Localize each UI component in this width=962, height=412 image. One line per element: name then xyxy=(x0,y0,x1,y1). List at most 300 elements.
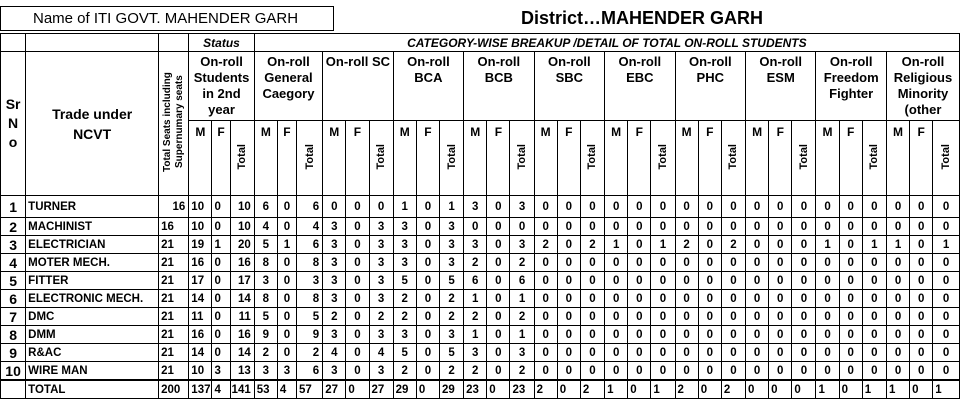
totals-category-cell: 27 xyxy=(323,380,346,399)
status-cell: 0 xyxy=(212,308,230,326)
category-header-8: On-roll Freedom Fighter xyxy=(816,52,886,121)
totals-status-cell: 137 xyxy=(189,380,212,399)
category-cell: 0 xyxy=(933,254,960,272)
sr-cell: 8 xyxy=(1,326,26,344)
category-cell: 1 xyxy=(862,236,886,254)
category-cell: 1 xyxy=(464,290,487,308)
category-cell: 3 xyxy=(323,362,346,381)
category-cell: 0 xyxy=(769,236,792,254)
category-cell: 0 xyxy=(792,218,816,236)
category-cell: 6 xyxy=(297,236,323,254)
category-cell: 0 xyxy=(839,196,862,218)
category-cell: 4 xyxy=(369,344,393,362)
category-cell: 0 xyxy=(933,272,960,290)
seats-cell: 21 xyxy=(159,236,189,254)
totals-row xyxy=(1,380,960,399)
category-cell: 0 xyxy=(746,290,769,308)
totals-category-cell: 27 xyxy=(369,380,393,399)
category-cell: 0 xyxy=(628,218,651,236)
category-cell: 0 xyxy=(792,254,816,272)
category-2-total-header: Total xyxy=(439,120,463,195)
category-cell: 0 xyxy=(605,218,628,236)
category-cell: 0 xyxy=(675,290,698,308)
category-breakup-header: CATEGORY-WISE BREAKUP /DETAIL OF TOTAL ON-ROLL STUDENTS xyxy=(254,34,959,52)
totals-category-cell: 4 xyxy=(277,380,296,399)
category-cell: 0 xyxy=(628,308,651,326)
category-cell: 0 xyxy=(910,196,933,218)
status-cell: 10 xyxy=(189,362,212,381)
category-cell: 0 xyxy=(816,254,839,272)
category-cell: 2 xyxy=(464,254,487,272)
district-title: District…MAHENDER GARH xyxy=(521,8,764,28)
category-1-m-header: M xyxy=(323,120,346,195)
category-9-m-header: M xyxy=(886,120,909,195)
category-cell: 3 xyxy=(393,236,416,254)
category-cell: 0 xyxy=(721,272,745,290)
status-cell: 0 xyxy=(212,254,230,272)
category-cell: 0 xyxy=(557,344,580,362)
category-cell: 0 xyxy=(487,218,510,236)
category-cell: 2 xyxy=(439,362,463,381)
category-cell: 0 xyxy=(580,272,604,290)
category-cell: 0 xyxy=(792,344,816,362)
category-cell: 0 xyxy=(816,218,839,236)
category-cell: 2 xyxy=(369,308,393,326)
category-cell: 0 xyxy=(487,308,510,326)
category-2-m-header: M xyxy=(393,120,416,195)
category-cell: 0 xyxy=(510,218,534,236)
sr-cell: 5 xyxy=(1,272,26,290)
sr-cell: 6 xyxy=(1,290,26,308)
status-total-header: Total xyxy=(230,120,254,195)
category-cell: 4 xyxy=(297,218,323,236)
category-cell: 3 xyxy=(323,272,346,290)
totals-category-cell: 53 xyxy=(254,380,277,399)
category-cell: 0 xyxy=(346,362,369,381)
category-cell: 0 xyxy=(557,236,580,254)
category-cell: 5 xyxy=(439,344,463,362)
category-cell: 0 xyxy=(416,236,439,254)
category-cell: 0 xyxy=(792,290,816,308)
category-cell: 0 xyxy=(534,326,557,344)
category-cell: 0 xyxy=(721,196,745,218)
category-cell: 0 xyxy=(534,344,557,362)
table-row xyxy=(1,290,960,308)
category-cell: 0 xyxy=(886,290,909,308)
category-cell: 1 xyxy=(933,236,960,254)
sr-cell xyxy=(1,380,26,399)
status-cell: 10 xyxy=(189,218,212,236)
category-cell: 0 xyxy=(346,290,369,308)
category-cell: 0 xyxy=(933,196,960,218)
category-cell: 0 xyxy=(746,254,769,272)
category-cell: 0 xyxy=(605,308,628,326)
category-4-total-header: Total xyxy=(580,120,604,195)
category-cell: 5 xyxy=(254,236,277,254)
category-cell: 0 xyxy=(721,218,745,236)
category-cell: 0 xyxy=(746,236,769,254)
category-7-f-header: F xyxy=(769,120,792,195)
category-cell: 0 xyxy=(675,308,698,326)
category-cell: 5 xyxy=(393,344,416,362)
category-cell: 0 xyxy=(416,290,439,308)
category-cell: 9 xyxy=(254,326,277,344)
category-cell: 0 xyxy=(323,196,346,218)
iti-name-box: Name of ITI GOVT. MAHENDER GARH xyxy=(0,6,334,31)
category-cell: 8 xyxy=(254,290,277,308)
category-cell: 0 xyxy=(886,272,909,290)
category-cell: 0 xyxy=(721,254,745,272)
category-cell: 0 xyxy=(769,362,792,381)
category-cell: 2 xyxy=(439,308,463,326)
category-cell: 0 xyxy=(487,254,510,272)
category-cell: 0 xyxy=(910,308,933,326)
category-cell: 1 xyxy=(393,196,416,218)
seats-cell: 21 xyxy=(159,254,189,272)
total-seats-header: Total Seats including Supernumary seats xyxy=(159,52,189,196)
totals-category-cell: 0 xyxy=(628,380,651,399)
category-cell: 2 xyxy=(580,236,604,254)
totals-category-cell: 0 xyxy=(346,380,369,399)
category-cell: 0 xyxy=(698,236,721,254)
category-cell: 3 xyxy=(393,326,416,344)
category-cell: 0 xyxy=(675,196,698,218)
table-row xyxy=(1,236,960,254)
category-cell: 0 xyxy=(651,344,675,362)
category-cell: 6 xyxy=(510,272,534,290)
category-cell: 0 xyxy=(816,196,839,218)
category-cell: 0 xyxy=(886,326,909,344)
category-cell: 0 xyxy=(910,326,933,344)
category-cell: 0 xyxy=(792,236,816,254)
category-cell: 0 xyxy=(346,308,369,326)
status-cell: 16 xyxy=(189,326,212,344)
category-cell: 0 xyxy=(416,344,439,362)
totals-category-cell: 1 xyxy=(862,380,886,399)
sr-cell: 10 xyxy=(1,362,26,381)
category-cell: 0 xyxy=(839,272,862,290)
category-cell: 3 xyxy=(439,236,463,254)
category-cell: 2 xyxy=(510,362,534,381)
category-cell: 0 xyxy=(557,290,580,308)
trade-cell: MOTER MECH. xyxy=(26,254,159,272)
category-cell: 3 xyxy=(439,254,463,272)
totals-category-cell: 0 xyxy=(910,380,933,399)
totals-category-cell: 0 xyxy=(746,380,769,399)
category-cell: 0 xyxy=(910,344,933,362)
category-cell: 0 xyxy=(933,218,960,236)
category-cell: 0 xyxy=(416,308,439,326)
category-cell: 0 xyxy=(933,362,960,381)
table-row xyxy=(1,272,960,290)
category-cell: 0 xyxy=(487,236,510,254)
category-cell: 0 xyxy=(651,196,675,218)
category-cell: 3 xyxy=(277,362,296,381)
category-cell: 3 xyxy=(464,196,487,218)
category-cell: 1 xyxy=(605,236,628,254)
totals-category-cell: 0 xyxy=(792,380,816,399)
category-cell: 3 xyxy=(369,272,393,290)
category-cell: 6 xyxy=(297,196,323,218)
category-cell: 0 xyxy=(580,290,604,308)
category-cell: 0 xyxy=(816,272,839,290)
status-cell: 16 xyxy=(230,326,254,344)
category-cell: 0 xyxy=(886,254,909,272)
status-cell: 16 xyxy=(189,254,212,272)
category-cell: 3 xyxy=(369,362,393,381)
category-cell: 0 xyxy=(698,254,721,272)
totals-category-cell: 1 xyxy=(651,380,675,399)
category-cell: 0 xyxy=(698,362,721,381)
category-cell: 2 xyxy=(393,290,416,308)
category-cell: 0 xyxy=(277,326,296,344)
totals-status-cell: 4 xyxy=(212,380,230,399)
category-cell: 0 xyxy=(580,218,604,236)
category-header-0: On-roll General Caegory xyxy=(254,52,322,121)
category-cell: 3 xyxy=(254,362,277,381)
category-cell: 5 xyxy=(297,308,323,326)
category-cell: 0 xyxy=(839,362,862,381)
totals-category-cell: 29 xyxy=(393,380,416,399)
category-cell: 0 xyxy=(346,326,369,344)
category-cell: 0 xyxy=(698,326,721,344)
status-cell: 10 xyxy=(230,218,254,236)
trade-cell: ELECTRICIAN xyxy=(26,236,159,254)
category-cell: 0 xyxy=(792,308,816,326)
category-cell: 8 xyxy=(297,290,323,308)
table-row xyxy=(1,326,960,344)
category-cell: 0 xyxy=(487,196,510,218)
category-cell: 3 xyxy=(464,236,487,254)
status-cell: 0 xyxy=(212,272,230,290)
category-cell: 0 xyxy=(862,290,886,308)
totals-category-cell: 2 xyxy=(721,380,745,399)
category-cell: 8 xyxy=(297,254,323,272)
category-8-m-header: M xyxy=(816,120,839,195)
trade-cell: DMC xyxy=(26,308,159,326)
category-cell: 0 xyxy=(769,254,792,272)
category-cell: 0 xyxy=(816,362,839,381)
category-cell: 0 xyxy=(605,196,628,218)
category-1-f-header: F xyxy=(346,120,369,195)
category-cell: 1 xyxy=(510,290,534,308)
status-cell: 0 xyxy=(212,326,230,344)
category-cell: 2 xyxy=(254,344,277,362)
category-cell: 0 xyxy=(534,362,557,381)
table-row xyxy=(1,344,960,362)
category-header-9: On-roll Religious Minority (other xyxy=(886,52,959,121)
category-cell: 0 xyxy=(557,308,580,326)
totals-category-cell: 29 xyxy=(439,380,463,399)
category-cell: 0 xyxy=(721,308,745,326)
category-cell: 0 xyxy=(534,290,557,308)
sr-cell: 3 xyxy=(1,236,26,254)
category-cell: 0 xyxy=(933,308,960,326)
category-cell: 0 xyxy=(792,196,816,218)
category-cell: 0 xyxy=(839,254,862,272)
sr-cell: 4 xyxy=(1,254,26,272)
category-cell: 0 xyxy=(557,218,580,236)
trade-cell: TURNER xyxy=(26,196,159,218)
category-cell: 1 xyxy=(439,196,463,218)
totals-category-cell: 1 xyxy=(886,380,909,399)
category-cell: 0 xyxy=(675,272,698,290)
category-cell: 0 xyxy=(862,196,886,218)
category-7-m-header: M xyxy=(746,120,769,195)
category-cell: 0 xyxy=(839,308,862,326)
seats-cell: 21 xyxy=(159,362,189,381)
category-cell: 0 xyxy=(816,308,839,326)
category-cell: 0 xyxy=(910,272,933,290)
category-cell: 0 xyxy=(487,272,510,290)
category-cell: 0 xyxy=(721,290,745,308)
category-cell: 1 xyxy=(277,236,296,254)
category-cell: 3 xyxy=(510,236,534,254)
category-header-6: On-roll PHC xyxy=(675,52,745,121)
status-cell: 16 xyxy=(230,254,254,272)
category-cell: 0 xyxy=(675,362,698,381)
category-cell: 3 xyxy=(254,272,277,290)
category-4-f-header: F xyxy=(557,120,580,195)
totals-status-cell: 141 xyxy=(230,380,254,399)
category-cell: 0 xyxy=(651,254,675,272)
totals-category-cell: 2 xyxy=(675,380,698,399)
category-cell: 3 xyxy=(323,254,346,272)
status-cell: 3 xyxy=(212,362,230,381)
onroll-students-table xyxy=(0,33,960,399)
category-cell: 0 xyxy=(910,236,933,254)
category-cell: 3 xyxy=(369,218,393,236)
status-cell: 17 xyxy=(189,272,212,290)
category-cell: 0 xyxy=(698,218,721,236)
category-5-total-header: Total xyxy=(651,120,675,195)
trade-cell: FITTER xyxy=(26,272,159,290)
category-cell: 0 xyxy=(557,196,580,218)
category-6-total-header: Total xyxy=(721,120,745,195)
category-8-total-header: Total xyxy=(862,120,886,195)
category-cell: 0 xyxy=(277,254,296,272)
category-cell: 0 xyxy=(487,326,510,344)
category-cell: 0 xyxy=(416,326,439,344)
category-cell: 0 xyxy=(277,290,296,308)
category-cell: 4 xyxy=(323,344,346,362)
category-header-2: On-roll BCA xyxy=(393,52,463,121)
category-cell: 0 xyxy=(628,236,651,254)
totals-category-cell: 0 xyxy=(557,380,580,399)
category-cell: 0 xyxy=(605,272,628,290)
sr-cell: 9 xyxy=(1,344,26,362)
category-cell: 0 xyxy=(675,254,698,272)
category-header-7: On-roll ESM xyxy=(746,52,816,121)
category-3-f-header: F xyxy=(487,120,510,195)
category-cell: 0 xyxy=(651,326,675,344)
status-cell: 0 xyxy=(212,196,230,218)
category-cell: 2 xyxy=(675,236,698,254)
category-cell: 3 xyxy=(297,272,323,290)
category-cell: 0 xyxy=(862,362,886,381)
category-cell: 1 xyxy=(510,326,534,344)
category-cell: 9 xyxy=(297,326,323,344)
category-9-total-header: Total xyxy=(933,120,960,195)
status-header: Status xyxy=(189,34,254,52)
category-cell: 0 xyxy=(886,196,909,218)
category-cell: 0 xyxy=(886,362,909,381)
category-cell: 3 xyxy=(323,236,346,254)
category-cell: 0 xyxy=(886,218,909,236)
category-cell: 0 xyxy=(580,254,604,272)
status-f-header: F xyxy=(212,120,230,195)
category-cell: 0 xyxy=(580,344,604,362)
totals-category-cell: 1 xyxy=(605,380,628,399)
category-6-f-header: F xyxy=(698,120,721,195)
category-cell: 0 xyxy=(534,196,557,218)
category-cell: 0 xyxy=(886,308,909,326)
totals-category-cell: 23 xyxy=(464,380,487,399)
category-cell: 4 xyxy=(254,218,277,236)
category-cell: 0 xyxy=(651,290,675,308)
totals-category-cell: 2 xyxy=(580,380,604,399)
category-cell: 0 xyxy=(769,308,792,326)
category-header-5: On-roll EBC xyxy=(605,52,675,121)
category-cell: 0 xyxy=(277,218,296,236)
seats-cell: 16 xyxy=(159,218,189,236)
trade-cell: WIRE MAN xyxy=(26,362,159,381)
category-cell: 3 xyxy=(369,254,393,272)
category-cell: 0 xyxy=(416,196,439,218)
category-cell: 3 xyxy=(510,344,534,362)
category-3-m-header: M xyxy=(464,120,487,195)
table-row xyxy=(1,218,960,236)
category-cell: 5 xyxy=(393,272,416,290)
category-header-4: On-roll SBC xyxy=(534,52,604,121)
category-cell: 1 xyxy=(651,236,675,254)
category-cell: 0 xyxy=(746,218,769,236)
category-cell: 0 xyxy=(933,290,960,308)
category-cell: 0 xyxy=(839,344,862,362)
category-cell: 3 xyxy=(323,326,346,344)
totals-category-cell: 23 xyxy=(510,380,534,399)
category-cell: 2 xyxy=(297,344,323,362)
category-0-m-header: M xyxy=(254,120,277,195)
category-1-total-header: Total xyxy=(369,120,393,195)
category-5-m-header: M xyxy=(605,120,628,195)
category-cell: 6 xyxy=(297,362,323,381)
category-cell: 2 xyxy=(393,362,416,381)
status-cell: 17 xyxy=(230,272,254,290)
category-cell: 3 xyxy=(464,344,487,362)
category-cell: 2 xyxy=(464,362,487,381)
status-cell: 14 xyxy=(230,344,254,362)
category-cell: 0 xyxy=(769,326,792,344)
category-cell: 0 xyxy=(769,344,792,362)
status-cell: 13 xyxy=(230,362,254,381)
category-cell: 0 xyxy=(605,344,628,362)
category-cell: 0 xyxy=(910,218,933,236)
category-cell: 0 xyxy=(605,254,628,272)
category-4-m-header: M xyxy=(534,120,557,195)
category-cell: 0 xyxy=(416,254,439,272)
category-cell: 0 xyxy=(346,344,369,362)
category-cell: 0 xyxy=(839,236,862,254)
category-cell: 3 xyxy=(323,290,346,308)
category-cell: 0 xyxy=(628,196,651,218)
category-cell: 0 xyxy=(580,326,604,344)
category-cell: 0 xyxy=(628,326,651,344)
category-0-total-header: Total xyxy=(297,120,323,195)
category-cell: 2 xyxy=(721,236,745,254)
category-cell: 0 xyxy=(277,272,296,290)
category-cell: 6 xyxy=(464,272,487,290)
